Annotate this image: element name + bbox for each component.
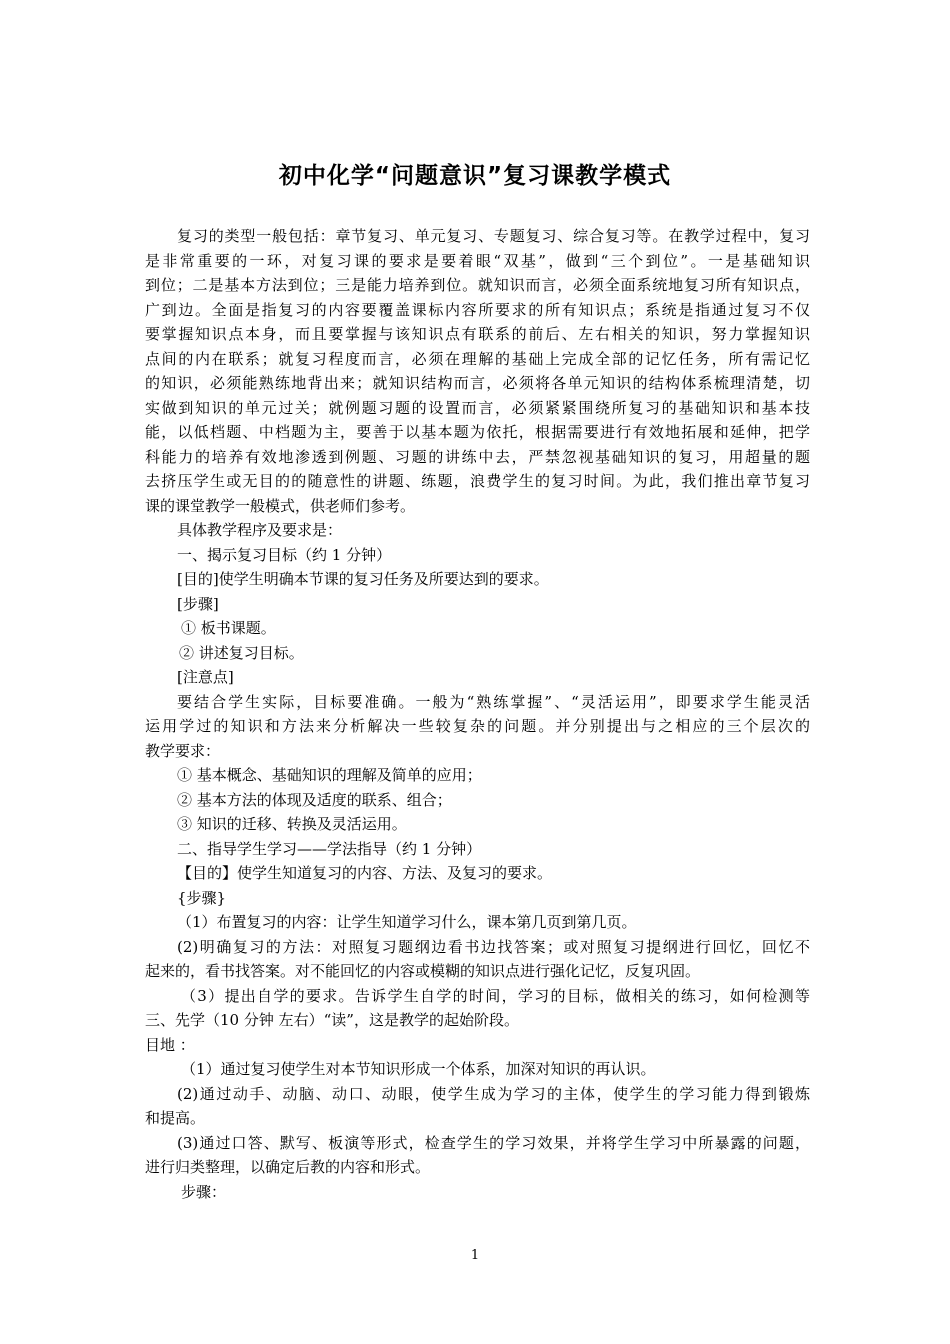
paragraph-line: 和提高。 — [145, 1109, 206, 1127]
document-body — [145, 224, 810, 1204]
paragraph-line: 进行归类整理，以确定后教的内容和形式。 — [145, 1158, 431, 1176]
paragraph-line: 广到边。全面是指复习的内容要覆盖课标内容所要求的所有知识点；系统是指通过复习不仅 — [145, 300, 810, 319]
paragraph-line: 教学要求： — [145, 741, 221, 760]
paragraph-line: 复习的类型一般包括：章节复习、单元复习、专题复习、综合复习等。在教学过程中，复习 — [177, 227, 810, 245]
paragraph-line: [目的]使学生明确本节课的复习任务及所要达到的要求。 — [177, 570, 549, 588]
paragraph-line: (2)通过动手、动脑、动口、动眼，使学生成为学习的主体，使学生的学习能力得到锻炼 — [177, 1084, 810, 1103]
paragraph-line: 【目的】使学生知道复习的内容、方法、及复习的要求。 — [177, 864, 553, 882]
document-title: 初中化学“问题意识”复习课教学模式 — [278, 163, 672, 189]
list-item: ① 基本概念、基础知识的理解及简单的应用； — [177, 766, 482, 784]
paragraph-line: 到位；二是基本方法到位；三是能力培养到位。就知识而言，必须全面系统地复习所有知识点， — [145, 276, 810, 294]
paragraph-line: 目地 ： — [145, 1035, 195, 1054]
paragraph-line: （1）通过复习使学生对本节知识形成一个体系，加深对知识的再认识。 — [181, 1060, 656, 1078]
paragraph-line: 步骤： — [181, 1182, 227, 1201]
paragraph-line: 实做到知识的单元过关；就例题习题的设置而言，必须紧紧围绕所复习的基础知识和基本技 — [145, 398, 810, 417]
section-heading: 三、先学（10 分钟 左右）“读”，这是教学的起始阶段。 — [145, 1011, 519, 1029]
list-item: ① 板书课题。 — [181, 619, 276, 637]
paragraph-line: 运用学过的知识和方法来分析解决一些较复杂的问题。并分别提出与之相应的三个层次的 — [145, 717, 810, 735]
paragraph-line: （3）提出自学的要求。告诉学生自学的时间，学习的目标，做相关的练习，如何检测等 — [181, 986, 810, 1005]
paragraph-line: 的知识，必须能熟练地背出来；就知识结构而言，必须将各单元知识的结构体系梳理清楚，切 — [145, 374, 810, 392]
paragraph-line: 要结合学生实际，目标要准确。一般为“熟练掌握”、“灵活运用”，即要求学生能灵活 — [177, 692, 810, 711]
list-item: ② 基本方法的体现及适度的联系、组合； — [177, 790, 452, 809]
section-heading: 二、指导学生学习——学法指导（约 1 分钟） — [177, 839, 482, 858]
paragraph-line: 科能力的培养有效地渗透到例题、习题的讲练中去，严禁忽视基础知识的复习，用超量的题 — [145, 447, 810, 466]
paragraph-line: 是非常重要的一环，对复习课的要求是要着眼“双基”，做到“三个到位”。一是基础知识 — [145, 251, 810, 270]
list-item: ② 讲述复习目标。 — [179, 643, 304, 662]
paragraph-line: （1）布置复习的内容：让学生知道学习什么，课本第几页到第几页。 — [177, 913, 637, 931]
paragraph-line: 课的课堂教学一般模式，供老师们参考。 — [145, 496, 416, 515]
paragraph-line: {步骤} — [177, 888, 227, 907]
paragraph-line: (3)通过口答、默写、板演等形式，检查学生的学习效果，并将学生学习中所暴露的问题， — [177, 1133, 810, 1152]
paragraph-line: 要掌握知识点本身，而且要掌握与该知识点有联系的前后、左右相关的知识，努力掌握知识 — [145, 325, 810, 343]
list-item: ③ 知识的迁移、转换及灵活运用。 — [177, 815, 407, 833]
paragraph-line: 点间的内在联系；就复习程度而言，必须在理解的基础上完成全部的记忆任务，所有需记忆 — [145, 349, 810, 368]
section-heading: 一、揭示复习目标（约 1 分钟） — [177, 545, 392, 564]
paragraph-line: (2)明确复习的方法：对照复习题纲边看书边找答案；或对照复习提纲进行回忆，回忆不 — [177, 937, 810, 956]
page-number: 1 — [470, 1248, 480, 1263]
paragraph-line: [步骤] — [177, 594, 219, 613]
paragraph-line: [注意点] — [177, 668, 234, 686]
paragraph-line: 去挤压学生或无目的的随意性的讲题、练题，浪费学生的复习时间。为此，我们推出章节复习 — [145, 472, 810, 490]
paragraph-line: 具体教学程序及要求是： — [177, 521, 343, 539]
paragraph-line: 起来的，看书找答案。对不能回忆的内容或模糊的知识点进行强化记忆，反复巩固。 — [145, 962, 701, 980]
paragraph-line: 能，以低档题、中档题为主，要善于以基本题为依托，根据需要进行有效地拓展和延伸，把学 — [145, 423, 810, 441]
